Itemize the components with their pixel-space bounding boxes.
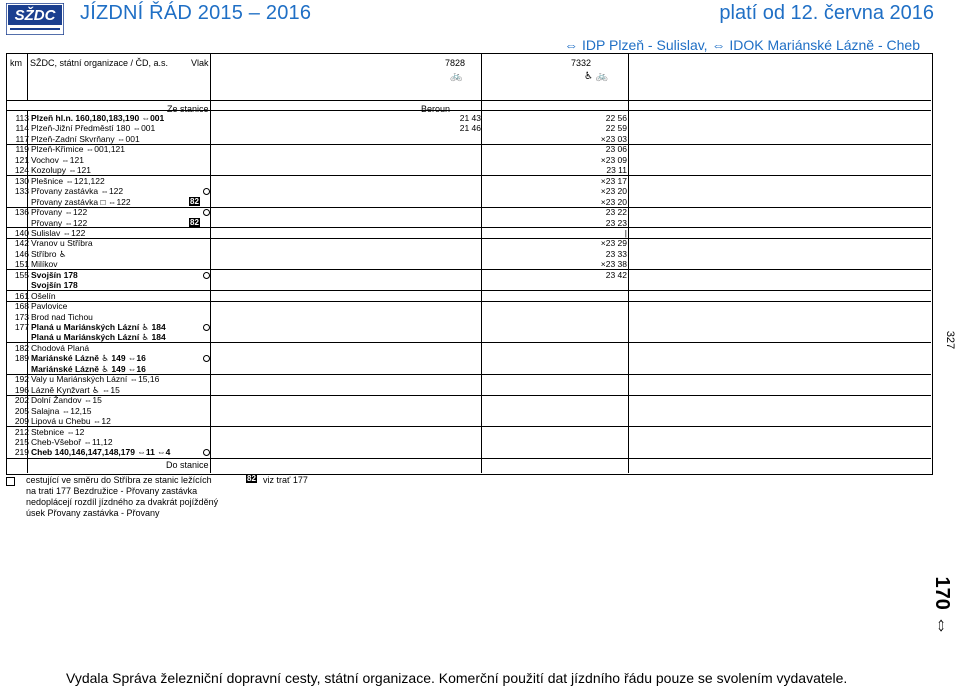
row-time-7828: 21 46 xyxy=(459,123,481,134)
request-stop-icon xyxy=(203,188,210,195)
row-km: 182 xyxy=(14,342,29,353)
row-station: Svojšín 178 xyxy=(31,280,78,291)
row-time-7332: ×23 20 xyxy=(600,186,627,197)
row-km: 192 xyxy=(14,374,29,385)
row-time-7332: 23 23 xyxy=(605,217,627,228)
row-time-7332: 23 11 xyxy=(606,165,627,176)
row-km: 119 xyxy=(15,144,29,155)
row-km: 202 xyxy=(14,395,29,406)
from-station-label: Ze stanice xyxy=(167,104,209,114)
row-km: 113 xyxy=(15,113,29,123)
table-row xyxy=(6,176,931,186)
request-stop-icon xyxy=(203,272,210,279)
szdc-logo xyxy=(6,3,64,35)
table-row xyxy=(6,416,931,426)
table-row xyxy=(6,322,931,332)
row-km: 205 xyxy=(14,405,29,416)
table-row xyxy=(6,353,931,363)
header-train-label: Vlak xyxy=(191,58,209,68)
row-station: Mariánské Lázně ♿ 149 ⇔16 xyxy=(31,353,146,364)
row-time-7332: | xyxy=(624,227,627,238)
row-km: 215 xyxy=(14,436,29,447)
legend-text: viz trať 177 xyxy=(263,475,308,485)
row-km: 168 xyxy=(14,301,29,312)
table-row xyxy=(6,123,931,133)
table-row xyxy=(6,207,931,217)
row-station: Cheb-Všeboř ⇔11,12 xyxy=(31,436,113,447)
row-time-7332: ×23 20 xyxy=(600,196,627,207)
row-station: Lázně Kynžvart ♿ ⇔15 xyxy=(31,384,120,395)
row-km: 124 xyxy=(14,165,29,176)
row-km: 117 xyxy=(15,133,29,144)
row-km: 146 xyxy=(14,248,29,259)
timetable-title: JÍZDNÍ ŘÁD 2015 – 2016 xyxy=(80,2,312,24)
table-row xyxy=(6,332,931,342)
row-station: Planá u Mariánských Lázní ♿ 184 xyxy=(31,322,166,332)
table-row xyxy=(6,364,931,374)
page-number: 327 xyxy=(944,330,956,350)
table-row xyxy=(6,406,931,416)
row-station: Milíkov xyxy=(31,259,58,270)
row-time-7332: 22 59 xyxy=(605,123,627,134)
table-row xyxy=(6,270,931,280)
table-row xyxy=(6,249,931,259)
row-km: 142 xyxy=(14,238,29,249)
row-km: 155 xyxy=(14,269,29,280)
request-stop-icon xyxy=(203,209,210,216)
table-row xyxy=(6,343,931,353)
row-km: 130 xyxy=(14,175,29,186)
row-time-7332: 23 33 xyxy=(605,248,627,259)
row-km: 114 xyxy=(15,123,29,134)
table-row xyxy=(6,312,931,322)
connection-box-82: 82 xyxy=(190,217,199,227)
square-symbol-icon xyxy=(6,477,15,486)
row-station: Stebnice ⇔12 xyxy=(31,426,85,437)
row-station: Plzeň-Jižní Předměstí 180 ⇔001 xyxy=(31,123,156,134)
table-row xyxy=(6,186,931,196)
logo-text: SŽDC xyxy=(14,7,56,24)
table-row xyxy=(6,427,931,437)
wheelchair-bicycle-icon: ♿ 🚲 xyxy=(584,71,609,82)
row-km: 219 xyxy=(14,447,29,458)
row-station: Mariánské Lázně ♿ 149 ⇔16 xyxy=(31,363,146,374)
row-station: Stříbro ♿ xyxy=(31,248,67,259)
table-row xyxy=(6,197,931,207)
row-km: 161 xyxy=(14,290,29,301)
header-agency: SŽDC, státní organizace / ČD, a.s. xyxy=(30,58,169,68)
row-station: Plzeň-Zadní Skvrňany ⇔001 xyxy=(31,133,140,144)
row-km: 177 xyxy=(14,322,29,332)
row-station: Plzeň hl.n. 160,180,183,190 ⇔001 xyxy=(31,113,165,123)
connection-box-82: 82 xyxy=(190,196,199,206)
header-train-7332: 7332 xyxy=(571,58,592,68)
table-row xyxy=(6,165,931,175)
row-km: 189 xyxy=(14,353,29,364)
row-time-7332: 23 06 xyxy=(605,144,627,155)
row-km: 140 xyxy=(14,227,29,238)
row-station: Dolní Žandov ⇔15 xyxy=(31,395,102,406)
bicycle-icon: 🚲 xyxy=(450,71,463,82)
row-station: Svojšín 178 xyxy=(31,269,78,280)
table-row xyxy=(6,238,931,248)
table-row xyxy=(6,259,931,269)
table-row xyxy=(6,155,931,165)
row-station: Přovany ⇔122 xyxy=(31,207,88,218)
timetable-number: 170 ⇔ xyxy=(931,576,953,636)
row-station: Pavlovice xyxy=(31,301,68,312)
row-station: Ošelín xyxy=(31,290,56,301)
row-km: 121 xyxy=(14,154,29,165)
row-km: 209 xyxy=(14,416,29,427)
row-station: Lipová u Chebu ⇔12 xyxy=(31,416,111,427)
table-row xyxy=(6,395,931,405)
request-stop-icon xyxy=(203,449,210,456)
row-km: 173 xyxy=(14,311,29,322)
table-row xyxy=(6,228,931,238)
row-station: Přovany zastávka □ ⇔122 xyxy=(31,196,131,207)
row-station: Brod nad Tichou xyxy=(31,311,93,322)
origin-station: Beroun xyxy=(421,104,451,114)
validity-date: platí od 12. června 2016 xyxy=(719,2,934,24)
body-top-line xyxy=(6,110,931,111)
table-row xyxy=(6,218,931,228)
row-time-7332: ×23 17 xyxy=(600,175,627,186)
row-time-7332: ×23 38 xyxy=(600,259,627,270)
row-station: Cheb 140,146,147,148,179 ⇔11 ⇔4 xyxy=(31,447,171,458)
row-km: 196 xyxy=(14,384,29,395)
row-station: Sulislav ⇔122 xyxy=(31,227,86,238)
table-row xyxy=(6,447,931,457)
row-station: Chodová Planá xyxy=(31,342,90,353)
row-station: Přovany zastávka ⇔122 xyxy=(31,186,124,197)
row-time-7332: ×23 03 xyxy=(600,133,627,144)
col-sep-km xyxy=(27,53,28,100)
table-row xyxy=(6,385,931,395)
note-line-3: nedoplácejí rozdíl jízdného za dvakrát pojížděný xyxy=(26,497,219,507)
row-km: 133 xyxy=(14,186,29,197)
row-station: Planá u Mariánských Lázní ♿ 184 xyxy=(31,332,166,343)
row-time-7332: 23 22 xyxy=(605,207,627,218)
row-time-7332: 23 42 xyxy=(605,269,627,280)
table-row xyxy=(6,144,931,154)
legend-box-82: 82 xyxy=(247,474,256,483)
integrated-systems-line: ⇔ IDP Plzeň - Sulislav, ⇔ IDOK Mariánské Lázně - Cheb xyxy=(564,37,920,53)
request-stop-icon xyxy=(203,324,210,331)
row-station: Plzeň-Křimice ⇔001,121 xyxy=(31,144,126,155)
row-station: Vochov ⇔121 xyxy=(31,154,84,165)
row-km: 212 xyxy=(14,426,29,437)
note-line-2: na trati 177 Bezdružice - Přovany zastávka xyxy=(26,486,198,496)
table-row xyxy=(6,113,931,123)
row-time-7332: ×23 09 xyxy=(600,154,627,165)
row-time-7332: ×23 29 xyxy=(600,238,627,249)
body-bottom-line xyxy=(6,458,931,459)
row-station: Vranov u Stříbra xyxy=(31,238,93,249)
table-row xyxy=(6,291,931,301)
to-station-label: Do stanice xyxy=(166,460,209,470)
note-line-4: úsek Přovany zastávka - Přovany xyxy=(26,508,160,518)
row-km: 151 xyxy=(14,259,29,270)
table-row xyxy=(6,134,931,144)
row-station: Salajna ⇔12,15 xyxy=(31,405,92,416)
row-km: 136 xyxy=(14,207,29,218)
table-row xyxy=(6,301,931,311)
row-time-7828: 21 43 xyxy=(459,113,481,123)
header-km: km xyxy=(10,58,22,68)
header-train-7828: 7828 xyxy=(445,58,466,68)
publisher-footer: Vydala Správa železniční dopravní cesty, státní organizace. Komerční použití dat jízdního řádu pouze se svolením vydavatele. xyxy=(66,670,848,686)
note-line-1: cestující ve směru do Stříbra ze stanic ležících xyxy=(26,475,212,485)
table-row xyxy=(6,437,931,447)
row-station: Plešnice ⇔121,122 xyxy=(31,175,105,186)
row-station: Přovany ⇔122 xyxy=(31,217,88,228)
row-station: Valy u Mariánských Lázní ⇔15,16 xyxy=(31,374,160,385)
table-row xyxy=(6,374,931,384)
row-station: Kozolupy ⇔121 xyxy=(31,165,92,176)
request-stop-icon xyxy=(203,355,210,362)
table-row xyxy=(6,280,931,290)
row-time-7332: 22 56 xyxy=(605,113,627,123)
